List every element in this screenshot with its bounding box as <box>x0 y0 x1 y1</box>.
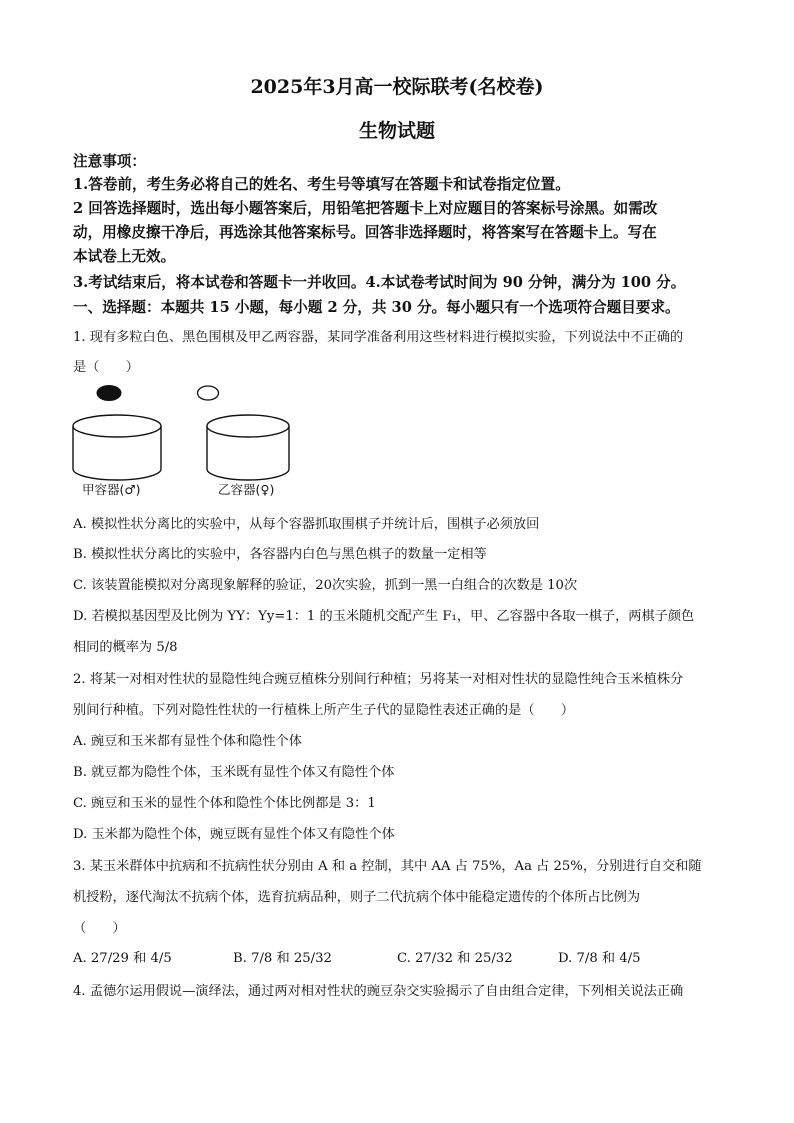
q1-stem-cont: 是（ ） <box>73 360 139 375</box>
notice-line-2c: 本试卷上无效。 <box>73 248 176 265</box>
q3-option-b: B. 7/8 和 25/32 <box>233 951 332 966</box>
container-jia <box>73 415 161 480</box>
q1-option-b: B. 模拟性状分离比的实验中，各容器内白色与黑色棋子的数量一定相等 <box>73 547 487 562</box>
notice-line-2b: 动，用橡皮擦干净后，再选涂其他答案标号。回答非选择题时，将答案写在答题卡上。写在 <box>73 224 657 241</box>
q1-option-a: A. 模拟性状分离比的实验中，从每个容器抓取围棋子并统计后，围棋子必须放回 <box>73 517 540 532</box>
container-jia-label: 甲容器(♂) <box>82 482 141 497</box>
container-yi <box>207 415 289 480</box>
q1-option-c: C. 该装置能模拟对分离现象解释的验证，20次实验，抓到一黑一白组合的次数是 10次 <box>73 578 578 593</box>
container-yi-label: 乙容器(♀) <box>218 482 275 497</box>
section-heading: 一、选择题：本题共 15 小题，每小题 2 分，共 30 分。每小题只有一个选项符合题目要求。 <box>73 299 680 316</box>
black-go-piece <box>97 386 121 401</box>
q2-stem: 2. 将某一对相对性状的显隐性纯合豌豆植株分别间行种植；另将某一对相对性状的显隐性纯合玉米植株分 <box>73 672 684 687</box>
notice-line-3: 3.考试结束后，将本试卷和答题卡一并收回。4.本试卷考试时间为 90 分钟，满分为 100 分。 <box>73 274 686 291</box>
q2-stem-cont: 别间行种植。下列对隐性性状的一行植株上所产生子代的显隐性表述正确的是（ ） <box>73 703 575 718</box>
exam-title: 2025年3月高一校际联考(名校卷) <box>250 76 544 98</box>
q2-option-d: D. 玉米都为隐性个体，豌豆既有显性个体又有隐性个体 <box>73 827 395 842</box>
q3-stem: 3. 某玉米群体中抗病和不抗病性状分别由 A 和 a 控制，其中 AA 占 75%，Aa 占 25%，分别进行自交和随 <box>73 859 702 874</box>
q2-option-b: B. 就豆都为隐性个体，玉米既有显性个体又有隐性个体 <box>73 765 395 780</box>
q2-option-a: A. 豌豆和玉米都有显性个体和隐性个体 <box>73 734 302 749</box>
q3-stem-cont: 机授粉，逐代淘汰不抗病个体，选育抗病品种，则子二代抗病个体中能稳定遗传的个体所占比例为 <box>73 890 641 905</box>
q1-option-d-cont: 相同的概率为 5/8 <box>73 640 178 655</box>
q3-stem-paren: （ ） <box>73 921 126 936</box>
white-go-piece <box>198 386 219 400</box>
container-figure <box>60 380 300 500</box>
q3-options <box>73 947 713 966</box>
q3-option-d: D. 7/8 和 4/5 <box>558 951 641 966</box>
q3-option-a: A. 27/29 和 4/5 <box>73 951 172 966</box>
q1-option-d: D. 若模拟基因型及比例为 YY：Yy=1：1 的玉米随机交配产生 F₁，甲、乙容器中各取一棋子，两棋子颜色 <box>73 609 695 624</box>
subject-title: 生物试题 <box>358 120 435 142</box>
q3-option-c: C. 27/32 和 25/32 <box>397 951 513 966</box>
q4-stem: 4. 孟德尔运用假说—演绎法，通过两对相对性状的豌豆杂交实验揭示了自由组合定律，下列相关说法正确 <box>73 984 684 999</box>
notice-line-2a: 2 回答选择题时，选出每小题答案后，用铅笔把答题卡上对应题目的答案标号涂黑。如需改 <box>73 200 658 217</box>
q2-option-c: C. 豌豆和玉米的显性个体和隐性个体比例都是 3：1 <box>73 796 376 811</box>
notice-line-1: 1.答卷前，考生务必将自己的姓名、考生号等填写在答题卡和试卷指定位置。 <box>73 176 570 193</box>
q1-stem: 1. 现有多粒白色、黑色围棋及甲乙两容器，某同学准备利用这些材料进行模拟实验，下列说法中不正确的 <box>73 330 684 345</box>
notice-heading: 注意事项： <box>73 153 146 170</box>
